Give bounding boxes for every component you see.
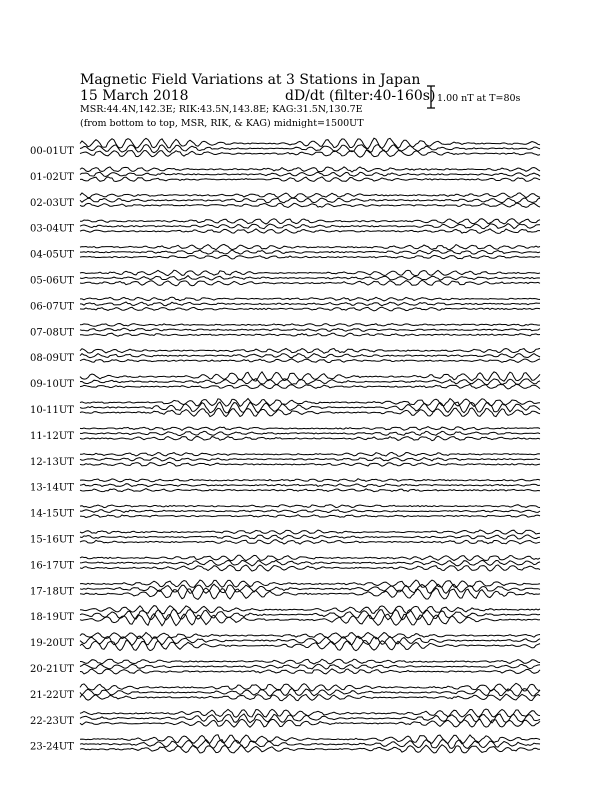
row-label: 01-02UT: [30, 171, 74, 183]
station-coordinates: MSR:44.4N,142.3E; RIK:43.5N,143.8E; KAG:31.5N,130.7E: [80, 104, 363, 115]
trace-row: [30, 270, 540, 286]
row-label: 15-16UT: [30, 534, 74, 546]
trace-msr: [80, 229, 540, 234]
trace-msr: [80, 307, 540, 311]
trace-kag: [80, 219, 540, 224]
trace-msr: [80, 588, 540, 599]
trace-kag: [80, 372, 540, 381]
trace-row: [30, 555, 540, 571]
trace-row: [30, 452, 540, 467]
trace-row: [30, 479, 540, 494]
trace-kag: [80, 244, 540, 249]
row-label: 07-08UT: [30, 327, 74, 339]
trace-msr: [80, 489, 540, 492]
row-label: 11-12UT: [30, 430, 74, 442]
trace-row: [30, 735, 540, 753]
trace-rik: [80, 302, 540, 306]
trace-row: [30, 709, 540, 727]
trace-rik: [80, 560, 540, 566]
trace-rik: [80, 458, 540, 462]
trace-kag: [80, 633, 540, 639]
trace-msr: [80, 333, 540, 336]
chart-title: Magnetic Field Variations at 3 Stations in Japan: [80, 72, 421, 88]
trace-kag: [80, 427, 540, 431]
trace-rik: [80, 535, 540, 539]
row-label: 21-22UT: [30, 689, 74, 701]
row-label: 04-05UT: [30, 249, 74, 261]
trace-kag: [80, 167, 540, 172]
trace-kag: [80, 735, 540, 744]
trace-rik: [80, 198, 540, 203]
trace-kag: [80, 193, 540, 198]
trace-msr: [80, 177, 540, 182]
trace-row: [30, 138, 540, 157]
row-label: 14-15UT: [30, 508, 74, 520]
trace-kag: [80, 452, 540, 456]
trace-msr: [80, 384, 540, 389]
trace-rik: [80, 250, 540, 254]
row-label: 22-23UT: [30, 715, 74, 727]
trace-msr: [80, 694, 540, 701]
trace-kag: [80, 479, 540, 482]
chart-mode: dD/dt (filter:40-160s): [285, 88, 436, 104]
trace-msr: [80, 436, 540, 441]
trace-rik: [80, 328, 540, 331]
trace-row: [30, 530, 540, 546]
row-label: 12-13UT: [30, 456, 74, 468]
trace-kag: [80, 505, 540, 508]
row-label: 05-06UT: [30, 275, 74, 287]
trace-rik: [80, 664, 540, 669]
row-label: 08-09UT: [30, 353, 74, 365]
trace-kag: [80, 555, 540, 560]
row-label: 06-07UT: [30, 301, 74, 313]
scale-bar-label: 1.00 nT at T=80s: [437, 93, 521, 104]
trace-row: [30, 659, 540, 675]
trace-msr: [80, 515, 540, 518]
trace-msr: [80, 641, 540, 651]
row-label: 18-19UT: [30, 612, 74, 624]
row-label: 20-21UT: [30, 664, 74, 675]
row-label: 16-17UT: [30, 560, 74, 572]
trace-row: [30, 219, 540, 235]
trace-rik: [80, 276, 540, 281]
trace-msr: [80, 280, 540, 286]
station-order-note: (from bottom to top, MSR, RIK, & KAG) midnight=1500UT: [80, 118, 364, 129]
trace-msr: [80, 408, 540, 417]
trace-kag: [80, 270, 540, 275]
trace-rik: [80, 584, 540, 593]
trace-row: [30, 633, 540, 651]
row-label: 10-11UT: [30, 405, 74, 416]
trace-msr: [80, 669, 540, 674]
trace-msr: [80, 565, 540, 571]
trace-row: [30, 324, 540, 339]
trace-msr: [80, 150, 540, 157]
trace-row: [30, 505, 540, 520]
trace-row: [30, 167, 540, 183]
trace-kag: [80, 324, 540, 327]
row-label: 23-24UT: [30, 741, 74, 753]
trace-kag: [80, 530, 540, 534]
trace-rik: [80, 636, 540, 645]
trace-rik: [80, 431, 540, 435]
row-label: 19-20UT: [30, 638, 74, 650]
trace-rik: [80, 224, 540, 229]
trace-row: [30, 427, 540, 442]
trace-kag: [80, 659, 540, 664]
trace-rik: [80, 172, 540, 176]
trace-row: [30, 372, 540, 390]
trace-kag: [80, 348, 540, 353]
trace-msr: [80, 719, 540, 727]
row-label: 17-18UT: [30, 586, 74, 598]
trace-rik: [80, 354, 540, 358]
row-label: 13-14UT: [30, 482, 74, 494]
trace-row: [30, 580, 540, 599]
trace-rik: [80, 484, 540, 487]
trace-msr: [80, 203, 540, 207]
trace-row: [30, 348, 540, 364]
trace-rik: [80, 145, 540, 153]
row-label: 09-10UT: [30, 379, 74, 391]
chart-date: 15 March 2018: [80, 88, 189, 104]
trace-rik: [80, 510, 540, 513]
row-label: 02-03UT: [30, 197, 74, 209]
trace-row: [30, 244, 540, 260]
trace-msr: [80, 359, 540, 363]
scale-bar-mark: [427, 86, 435, 108]
trace-msr: [80, 255, 540, 259]
trace-row: [30, 297, 540, 312]
trace-row: [30, 606, 540, 626]
trace-msr: [80, 614, 540, 626]
trace-kag: [80, 683, 540, 691]
trace-kag: [80, 606, 540, 614]
row-label: 00-01UT: [30, 146, 74, 157]
scale-bar: [427, 86, 435, 108]
trace-row: [30, 399, 540, 417]
trace-rows: [30, 138, 540, 753]
trace-kag: [80, 297, 540, 301]
row-label: 03-04UT: [30, 223, 74, 235]
trace-row: [30, 683, 540, 701]
trace-msr: [80, 462, 540, 466]
trace-msr: [80, 540, 540, 544]
trace-row: [30, 193, 540, 209]
